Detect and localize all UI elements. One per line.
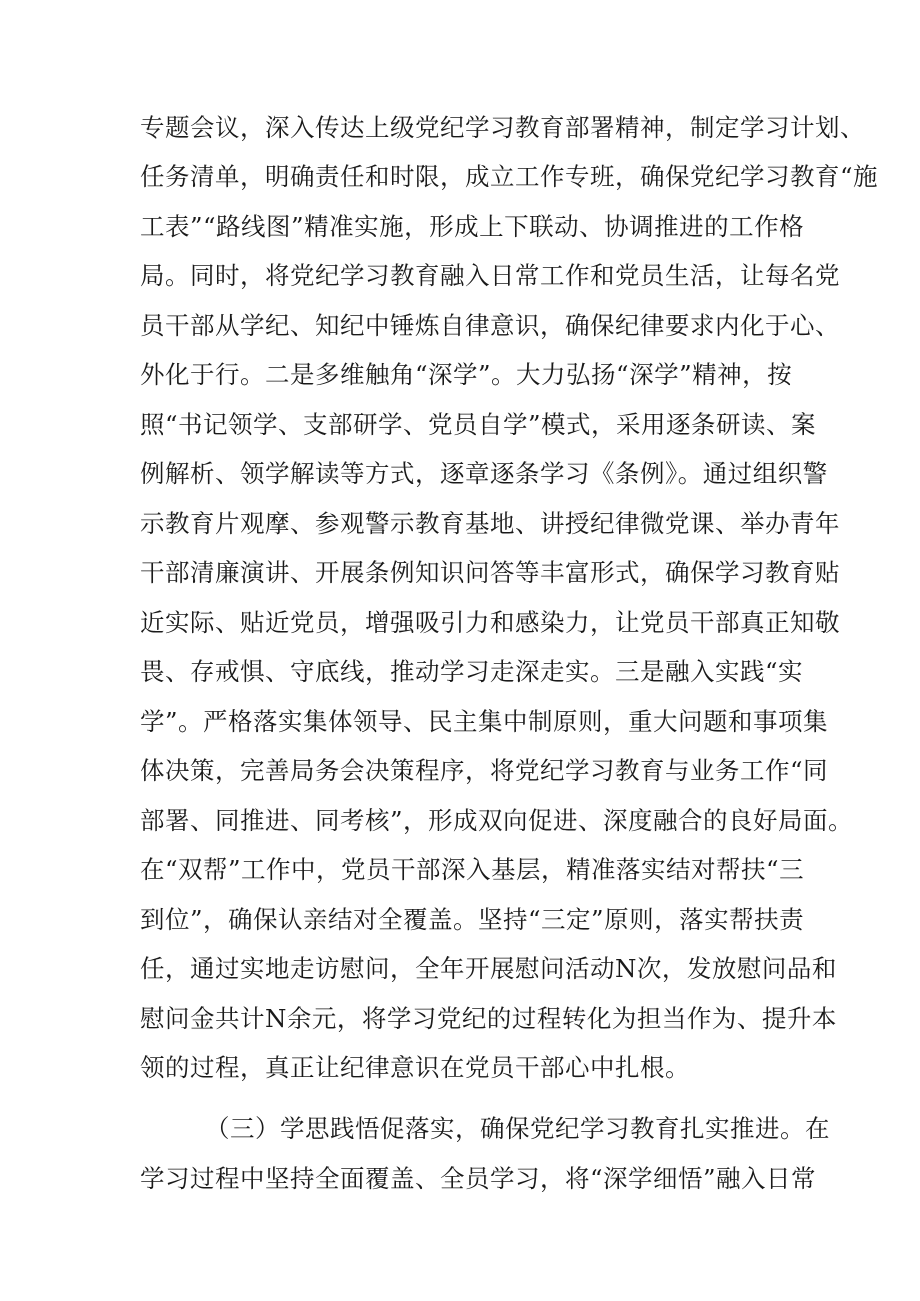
text-line: 学”。严格落实集体领导、民主集中制原则，重大问题和事项集: [140, 707, 829, 736]
text-line: 外化于行。二是多维触角“深学”。大力弘扬“深学”精神，按: [140, 360, 793, 389]
text-line: 近实际、贴近党员，增强吸引力和感染力，让党员干部真正知敬: [140, 608, 840, 637]
text-line: 示教育片观摩、参观警示教育基地、讲授纪律微党课、举办青年: [140, 509, 840, 538]
text-line: 到位”，确保认亲结对全覆盖。坚持“三定”原则，落实帮扶责: [140, 905, 805, 934]
text-line: 照“书记领学、支部研学、党员自学”模式，采用逐条研读、案: [140, 410, 817, 439]
text-line: 畏、存戒惧、守底线，推动学习走深走实。三是融入实践“实: [140, 657, 804, 686]
text-line: 体决策，完善局务会决策程序，将党纪学习教育与业务工作“同: [140, 756, 829, 785]
text-line: 学习过程中坚持全面覆盖、全员学习，将“深学细悟”融入日常: [140, 1164, 817, 1193]
text-line: 例解析、领学解读等方式，逐章逐条学习《条例》。通过组织警: [140, 459, 828, 488]
text-line: 任，通过实地走访慰问，全年开展慰问活动N次，发放慰问品和: [140, 954, 837, 983]
text-line: 任务清单，明确责任和时限，成立工作专班，确保党纪学习教育“施: [140, 162, 879, 191]
text-line: 部署、同推进、同考核”，形成双向促进、深度融合的良好局面。: [140, 806, 854, 835]
text-line: 局。同时，将党纪学习教育融入日常工作和党员生活，让每名党: [140, 261, 840, 290]
text-line-paragraph-end: 领的过程，真正让纪律意识在党员干部心中扎根。: [140, 1053, 690, 1082]
text-line: 员干部从学纪、知纪中锤炼自律意识，确保纪律要求内化于心、: [140, 311, 840, 340]
section-heading-line: （三）学思践悟促落实，确保党纪学习教育扎实推进。在: [205, 1114, 830, 1143]
text-line: 在“双帮”工作中，党员干部深入基层，精准落实结对帮扶“三: [140, 855, 805, 884]
text-line: 干部清廉演讲、开展条例知识问答等丰富形式，确保学习教育贴: [140, 558, 840, 587]
text-line: 专题会议，深入传达上级党纪学习教育部署精神，制定学习计划、: [140, 113, 865, 142]
text-line: 慰问金共计N余元，将学习党纪的过程转化为担当作为、提升本: [140, 1004, 837, 1033]
text-line: 工表”“路线图”精准实施，形成上下联动、协调推进的工作格: [140, 212, 805, 241]
